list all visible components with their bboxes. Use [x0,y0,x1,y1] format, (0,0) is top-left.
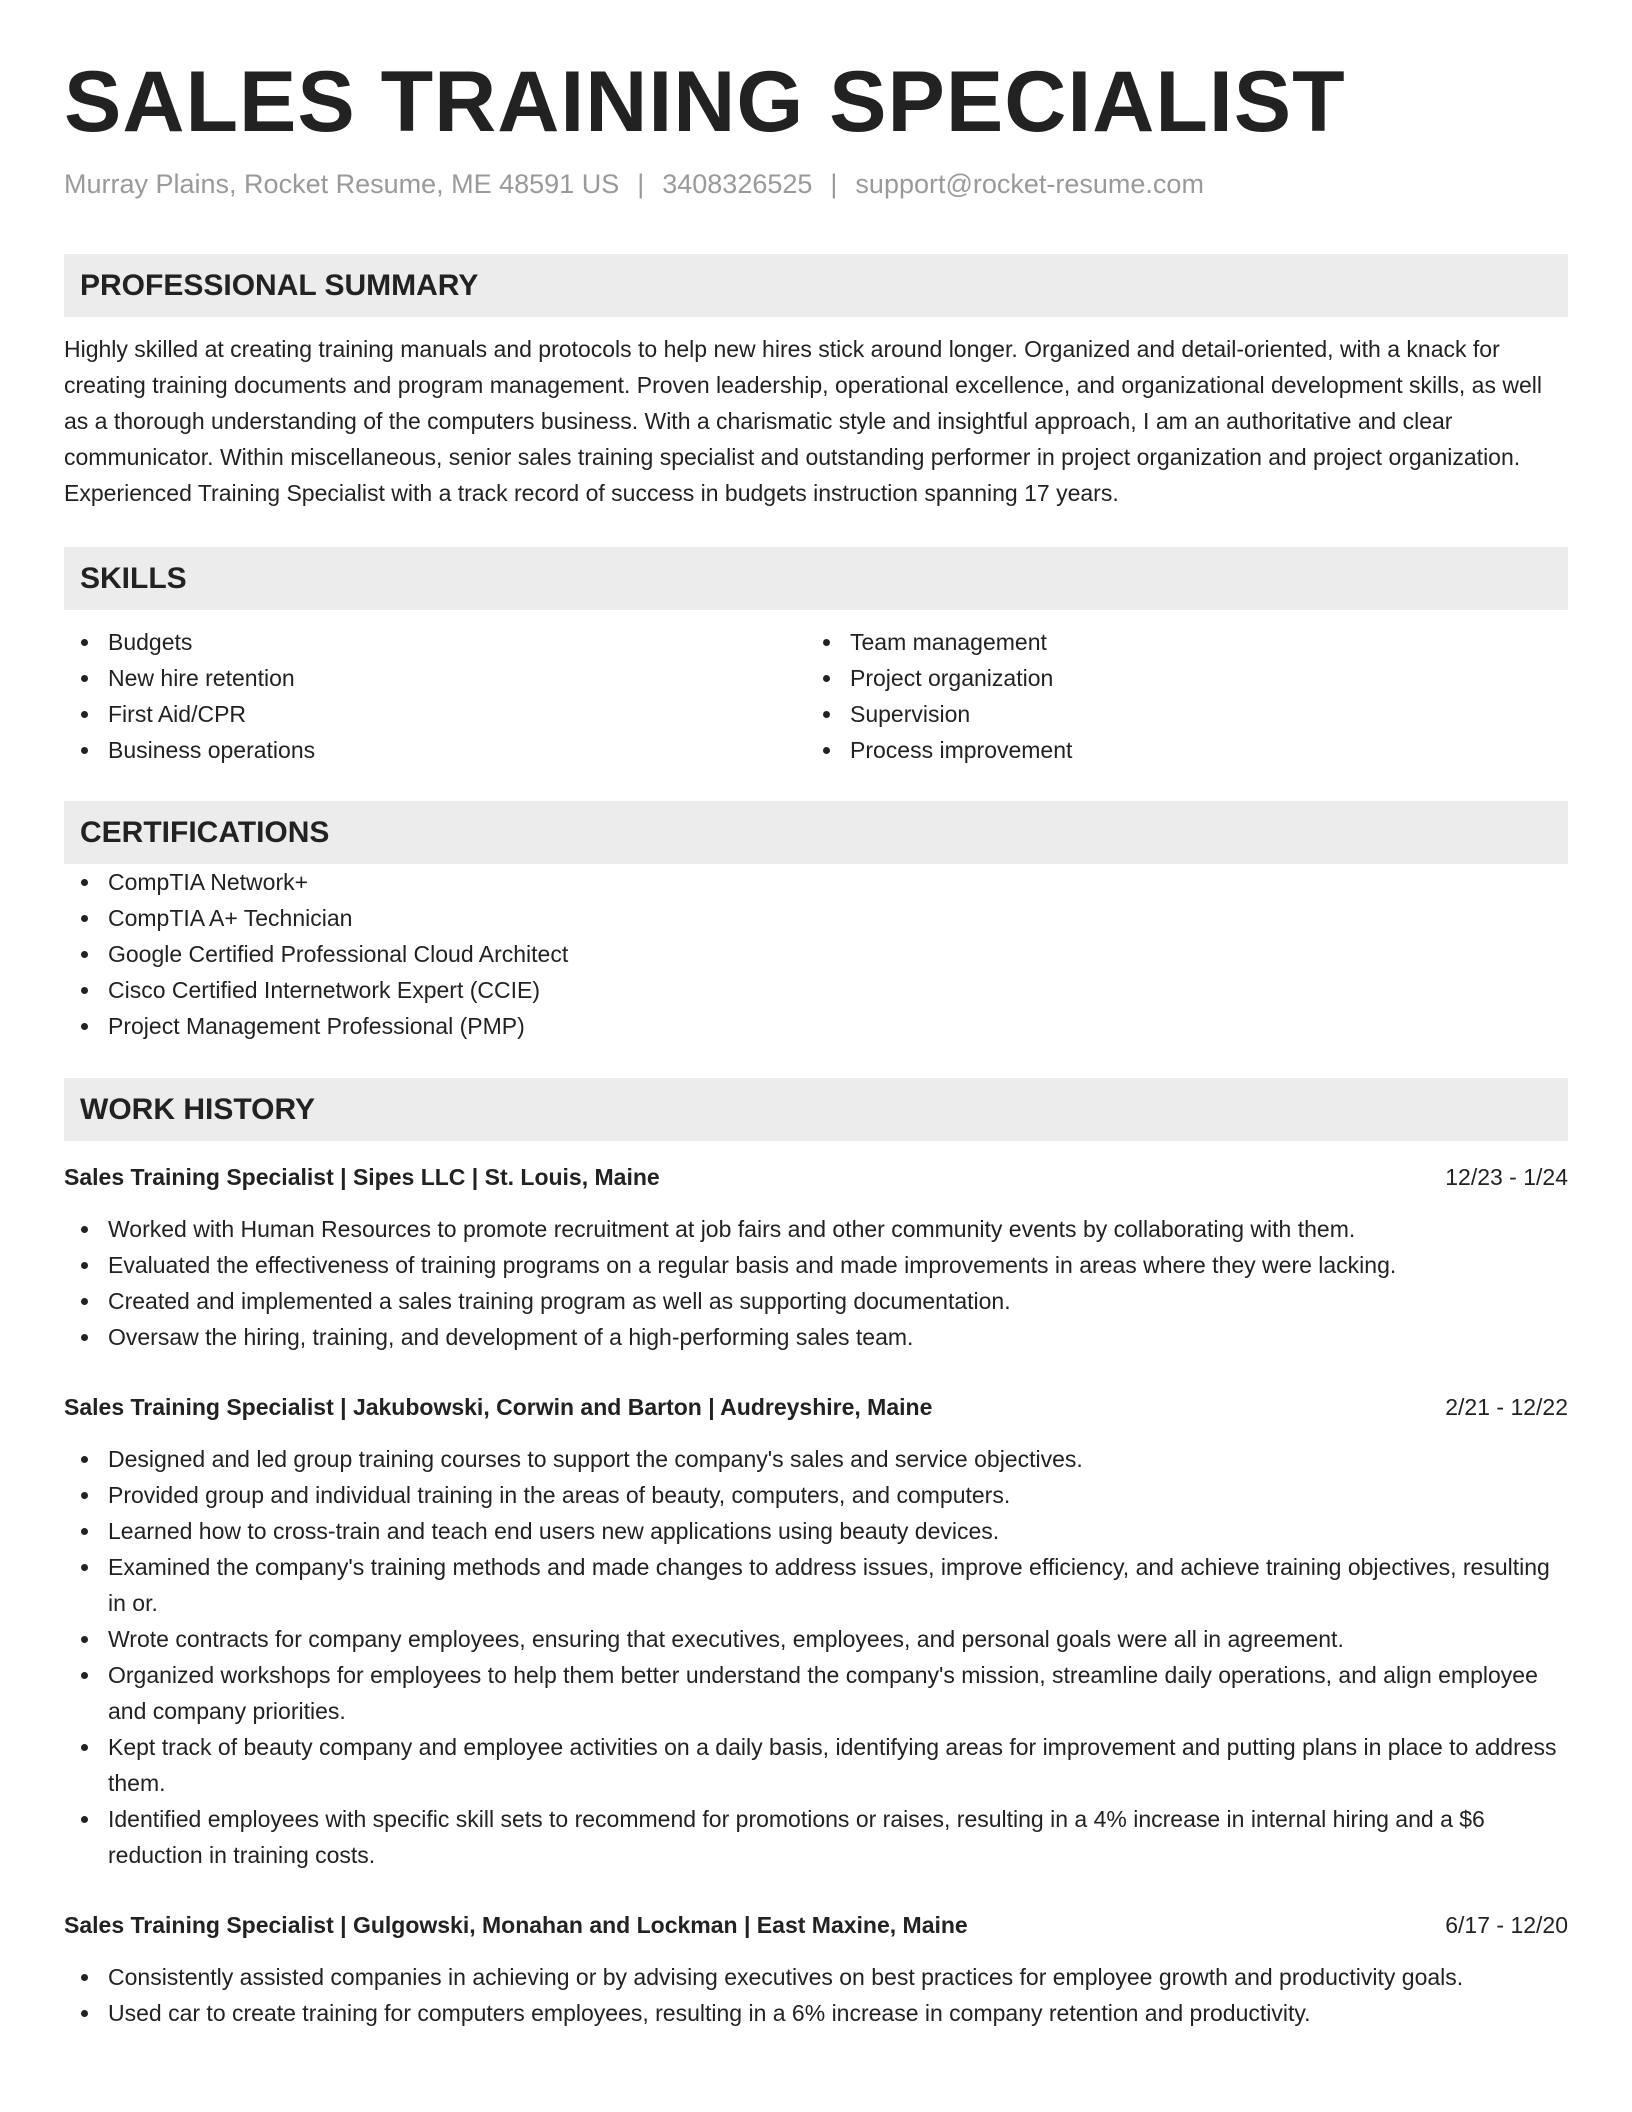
certification-item: Project Management Professional (PMP) [64,1008,1568,1044]
skills-grid [64,624,1568,768]
job-entry [64,1389,1568,1873]
job-title: Sales Training Specialist | Jakubowski, Corwin and Barton | Audreyshire, Maine [64,1394,933,1420]
job-bullets [64,1959,1568,2031]
skills-heading: SKILLS [64,547,1568,610]
job-bullet: Consistently assisted companies in achieving or by advising executives on best practices for employee growth and productivity goals. [64,1959,1568,1995]
job-bullet: Created and implemented a sales training program as well as supporting documentation. [64,1283,1568,1319]
contact-separator: | [830,169,838,199]
skills-list-left [64,624,806,768]
certification-item: CompTIA A+ Technician [64,900,1568,936]
resume-page [64,52,1568,2031]
work-history-section [64,1078,1568,2031]
job-dates: 12/23 - 1/24 [1445,1164,1568,1190]
job-bullet: Provided group and individual training in the areas of beauty, computers, and computers. [64,1477,1568,1513]
job-header [64,1907,1568,1943]
contact-email: support@rocket-resume.com [855,169,1204,199]
job-title: Sales Training Specialist | Sipes LLC | St. Louis, Maine [64,1164,660,1190]
skill-item: New hire retention [64,660,806,696]
skill-item: Process improvement [806,732,1548,768]
summary-section [64,254,1568,511]
job-bullet: Evaluated the effectiveness of training programs on a regular basis and made improvements in areas where they were lacking. [64,1247,1568,1283]
contact-line [64,166,1568,202]
job-title: Sales Training Specialist | Gulgowski, Monahan and Lockman | East Maxine, Maine [64,1912,968,1938]
job-entry [64,1159,1568,1355]
skill-item: First Aid/CPR [64,696,806,732]
candidate-name: SALES TRAINING SPECIALIST [64,54,1346,150]
job-dates: 6/17 - 12/20 [1445,1912,1568,1938]
skills-column-right [806,624,1548,768]
certification-item: Cisco Certified Internetwork Expert (CCIE) [64,972,1568,1008]
contact-phone: 3408326525 [662,169,813,199]
certifications-list [64,864,1568,1044]
job-bullet: Designed and led group training courses to support the company's sales and service objectives. [64,1441,1568,1477]
job-bullets [64,1441,1568,1873]
contact-separator: | [637,169,645,199]
job-bullet: Used car to create training for computers employees, resulting in a 6% increase in company retention and productivity. [64,1995,1568,2031]
job-header [64,1389,1568,1425]
summary-heading: PROFESSIONAL SUMMARY [64,254,1568,317]
skill-item: Team management [806,624,1548,660]
contact-address: Murray Plains, Rocket Resume, ME 48591 US [64,169,620,199]
skills-column-left [64,624,806,768]
certifications-heading: CERTIFICATIONS [64,801,1568,864]
skill-item: Business operations [64,732,806,768]
job-bullet: Examined the company's training methods and made changes to address issues, improve efficiency, and achieve training objectives, resulting in or. [64,1549,1568,1621]
certification-item: Google Certified Professional Cloud Architect [64,936,1568,972]
job-header [64,1159,1568,1195]
certifications-section [64,801,1568,1044]
skills-list-right [806,624,1548,768]
job-bullet: Organized workshops for employees to help them better understand the company's mission, streamline daily operations, and align employee and company priorities. [64,1657,1568,1729]
skill-item: Budgets [64,624,806,660]
certification-item: CompTIA Network+ [64,864,1568,900]
skills-section [64,547,1568,768]
job-bullet: Wrote contracts for company employees, ensuring that executives, employees, and personal goals were all in agreement. [64,1621,1568,1657]
job-bullet: Learned how to cross-train and teach end users new applications using beauty devices. [64,1513,1568,1549]
job-bullet: Identified employees with specific skill sets to recommend for promotions or raises, resulting in a 4% increase in internal hiring and a $6 reduction in training costs. [64,1801,1568,1873]
job-bullet: Worked with Human Resources to promote recruitment at job fairs and other community events by collaborating with them. [64,1211,1568,1247]
job-bullets [64,1211,1568,1355]
work-history-heading: WORK HISTORY [64,1078,1568,1141]
skill-item: Supervision [806,696,1548,732]
job-entry [64,1907,1568,2031]
job-bullet: Oversaw the hiring, training, and development of a high-performing sales team. [64,1319,1568,1355]
job-bullet: Kept track of beauty company and employee activities on a daily basis, identifying areas for improvement and putting plans in place to address them. [64,1729,1568,1801]
skill-item: Project organization [806,660,1548,696]
job-dates: 2/21 - 12/22 [1445,1394,1568,1420]
summary-text: Highly skilled at creating training manuals and protocols to help new hires stick around longer. Organized and detail-oriented, with a knack for creating training documents and program management. Proven leadership, operational excellence, and organizational development skills, as well as a thorough understanding of the computers business. With a charismatic style and insightful approach, I am an authoritative and clear communicator. Within miscellaneous, senior sales training specialist and outstanding performer in project organization and project organization. Experienced Training Specialist with a track record of success in budgets instruction spanning 17 years. [64,336,1542,506]
